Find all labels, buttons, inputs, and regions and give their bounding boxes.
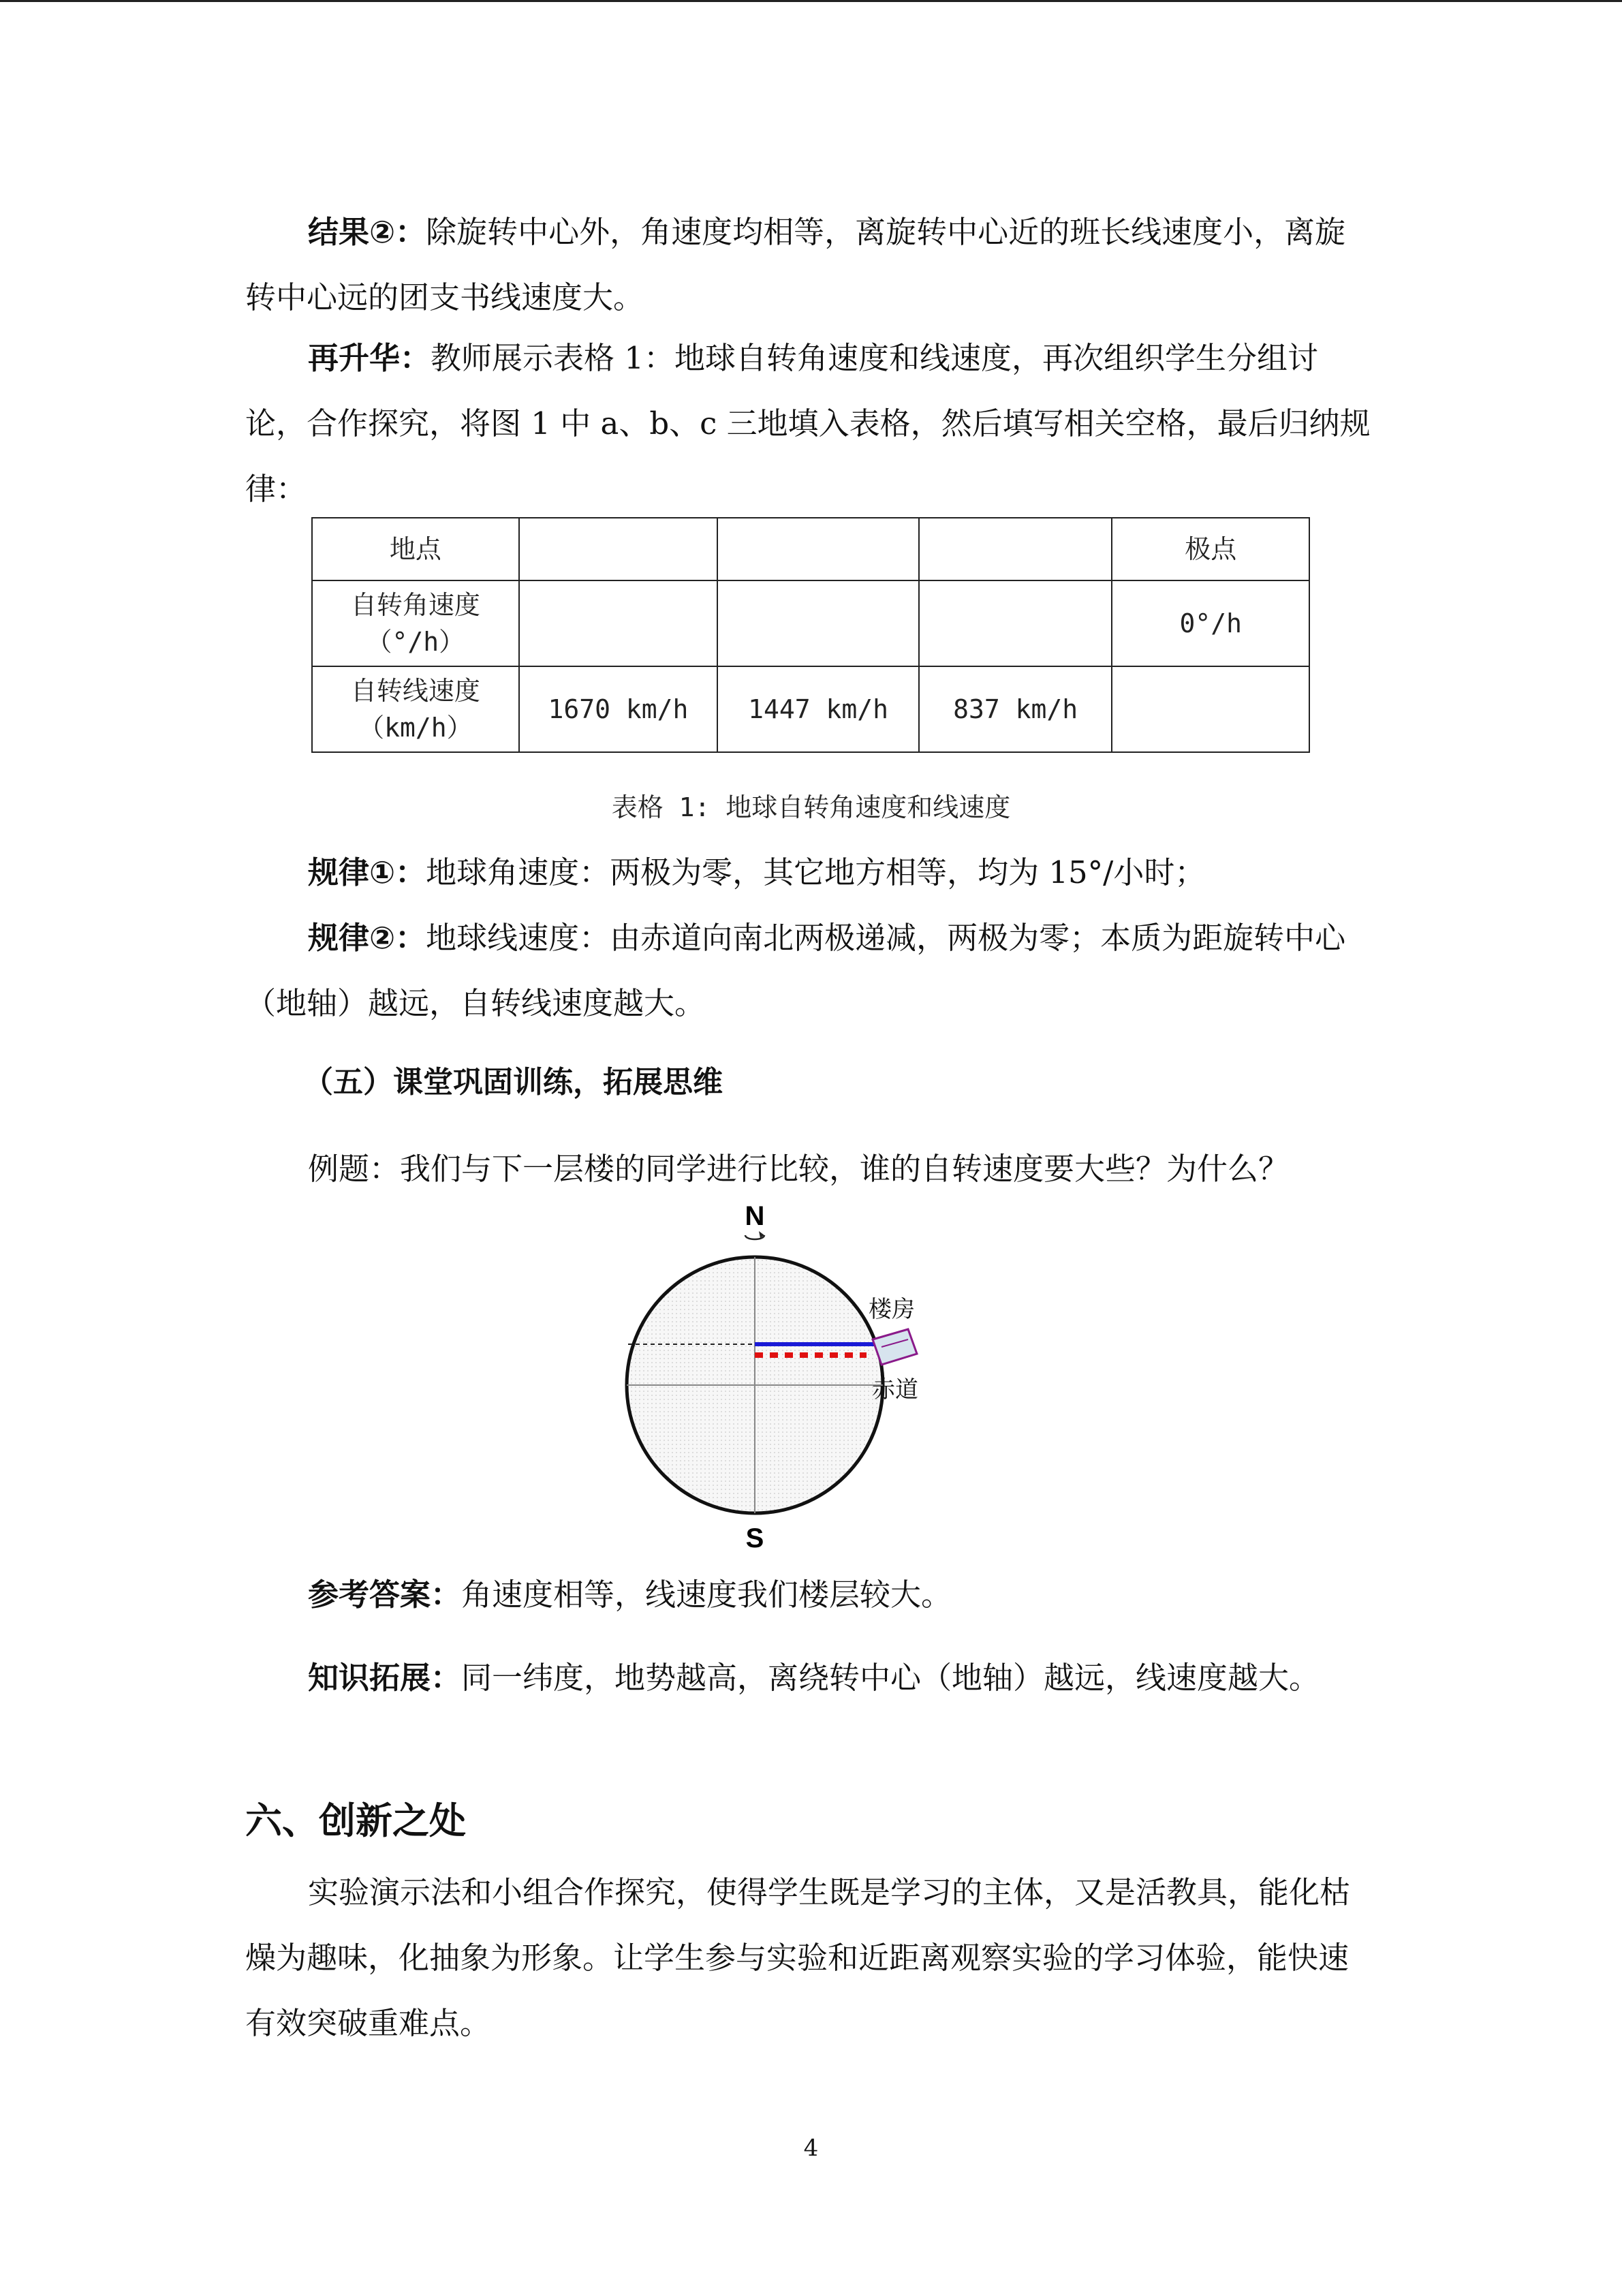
- paragraph-rule-1: [245, 840, 1376, 905]
- table-cell: [1112, 666, 1309, 752]
- rule-2-text: 地球线速度：由赤道向南北两极递减，两极为零；本质为距旋转中心（地轴）越远，自转线速度越大。: [245, 920, 1346, 1021]
- page-number: 4: [803, 2135, 819, 2162]
- table-cell: [919, 518, 1112, 580]
- table-caption: 表格 1: 地球自转角速度和线速度: [611, 792, 1011, 822]
- rule-1-text: 地球角速度：两极为零，其它地方相等，均为 15°/小时；: [426, 854, 1206, 890]
- answer-label: 参考答案：: [308, 1577, 462, 1613]
- sublimation-text: 教师展示表格 1：地球自转角速度和线速度，再次组织学生分组讨论，合作探究，将图 1 中 a、b、c 三地填入表格，然后填写相关空格，最后归纳规律：: [245, 340, 1371, 507]
- north-label: N: [745, 1201, 765, 1231]
- section-heading-innovation: 六、创新之处: [245, 1799, 466, 1842]
- paragraph-sublimation: [245, 326, 1376, 522]
- equator-label: 赤道: [872, 1376, 918, 1403]
- table-cell: [717, 518, 919, 580]
- table-cell: 自转线速度（km/h）: [312, 666, 519, 752]
- rotation-speed-table: [311, 517, 1310, 753]
- paragraph-rule-2: [245, 905, 1376, 1036]
- table-cell: 1447 km/h: [717, 666, 919, 752]
- sublimation-label: 再升华：: [308, 340, 431, 376]
- table-row: [312, 580, 1309, 666]
- table-row: [312, 518, 1309, 580]
- example-text: 例题：我们与下一层楼的同学进行比较，谁的自转速度要大些？为什么？: [308, 1151, 1290, 1187]
- rule-2-label: 规律②：: [308, 920, 426, 956]
- table-cell: 837 km/h: [919, 666, 1112, 752]
- south-label: S: [745, 1523, 764, 1553]
- table-cell: [519, 518, 718, 580]
- table-cell: 自转角速度（°/h）: [312, 580, 519, 666]
- rule-1-label: 规律①：: [308, 854, 426, 890]
- table-row: [312, 666, 1309, 752]
- result-2-text: 除旋转中心外，角速度均相等，离旋转中心近的班长线速度小，离旋转中心远的团支书线速度大。: [245, 214, 1346, 315]
- table-cell: 极点: [1112, 518, 1309, 580]
- extension-label: 知识拓展：: [308, 1660, 462, 1696]
- paragraph-example: [245, 1136, 1376, 1202]
- table-cell: [717, 580, 919, 666]
- table-cell: 1670 km/h: [519, 666, 718, 752]
- result-2-label: 结果②：: [308, 214, 426, 250]
- table-cell: [519, 580, 718, 666]
- table-cell: 0°/h: [1112, 580, 1309, 666]
- paragraph-extension: [245, 1645, 1376, 1711]
- paragraph-answer: [245, 1562, 1376, 1628]
- building-label: 楼房: [869, 1296, 915, 1323]
- paragraph-innovation: [245, 1860, 1376, 2056]
- document-page: [0, 2, 1622, 2296]
- innovation-text: 实验演示法和小组合作探究，使得学生既是学习的主体，又是活教具，能化枯燥为趣味，化抽象为形象。让学生参与实验和近距离观察实验的学习体验，能快速有效突破重难点。: [245, 1874, 1351, 2041]
- sub-heading-consolidation: （五）课堂巩固训练，拓展思维: [303, 1065, 723, 1100]
- paragraph-result-2: [245, 200, 1376, 330]
- building-icon: [873, 1329, 917, 1365]
- table-cell: [919, 580, 1112, 666]
- earth-rotation-figure: [613, 1201, 954, 1555]
- answer-text: 角速度相等，线速度我们楼层较大。: [461, 1577, 952, 1613]
- table-cell: 地点: [312, 518, 519, 580]
- extension-text: 同一纬度，地势越高，离绕转中心（地轴）越远，线速度越大。: [461, 1660, 1320, 1696]
